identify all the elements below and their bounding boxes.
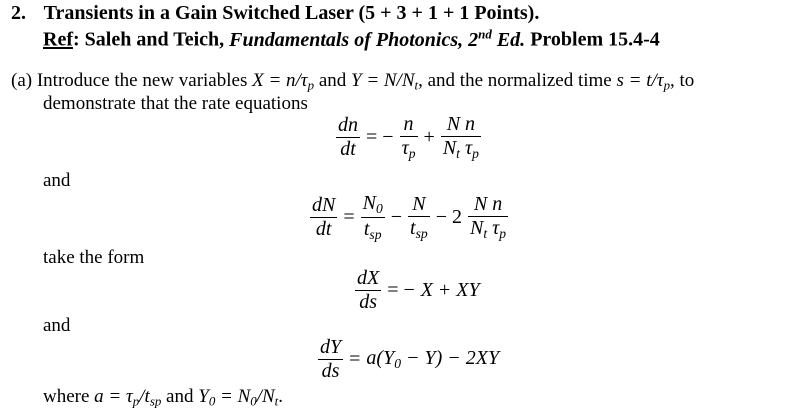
take-the-form: take the form bbox=[43, 247, 145, 268]
part-a-label: (a) bbox=[11, 70, 33, 91]
equation-dX-ds: $\frac{dX}{ds}$ = − X + XY bbox=[357, 267, 480, 314]
ref-colon: : bbox=[72, 28, 80, 51]
var-s-def: $s = t/\tau_p$ bbox=[616, 70, 671, 93]
a-definition: $a = \tau_p/t_{sp}$ bbox=[94, 386, 162, 409]
var-y-def: $Y = N/N_t$ bbox=[351, 70, 419, 93]
equation-dn-dt: $\frac{dn}{dt}$ = − $\frac{n}{\tau_p}$ + $\frac{\text{N n}}{N_t \tau_p}$ bbox=[338, 113, 479, 161]
and-2: and bbox=[43, 315, 71, 336]
problem-title: Transients in a Gain Switched Laser (5 + 3 + 1 + 1 Points). bbox=[43, 2, 540, 24]
y0-definition: $Y_0 = N_0/N_t$ bbox=[198, 386, 279, 409]
reference-line bbox=[43, 26, 660, 52]
ref-label: Ref bbox=[43, 28, 73, 51]
ref-book: Fundamentals of Photonics, 2nd Ed. bbox=[229, 26, 526, 51]
problem-number: 2. bbox=[11, 2, 26, 24]
ref-authors: Saleh and Teich, bbox=[79, 28, 230, 51]
ref-problem: Problem 15.4-4 bbox=[525, 28, 660, 51]
equation-dY-ds: $\frac{dY}{ds}$ = $a(Y_0 - Y) - 2XY$ bbox=[320, 336, 500, 383]
part-a-line1: (a) Introduce the new variables $X = n/\tau_p$ and $Y = N/N_t$, and the normalized time $s = t/\tau_p$, to bbox=[11, 70, 695, 93]
problem-heading bbox=[11, 2, 539, 25]
equation-dN-dt: $\frac{dN}{dt}$ = $\frac{N_0}{t_{sp}}$ − $\frac{N}{t_{sp}}$ − 2 $\frac{\text{N n}}{N_t \tau_p}$ bbox=[312, 192, 507, 243]
var-x-def: $X = n/\tau_p$ bbox=[252, 70, 315, 93]
and-1: and bbox=[43, 170, 71, 191]
part-a-line2: demonstrate that the rate equations bbox=[43, 93, 308, 114]
where-line: where $a = \tau_p/t_{sp}$ and $Y_0 = N_0/N_t$. bbox=[43, 386, 284, 409]
